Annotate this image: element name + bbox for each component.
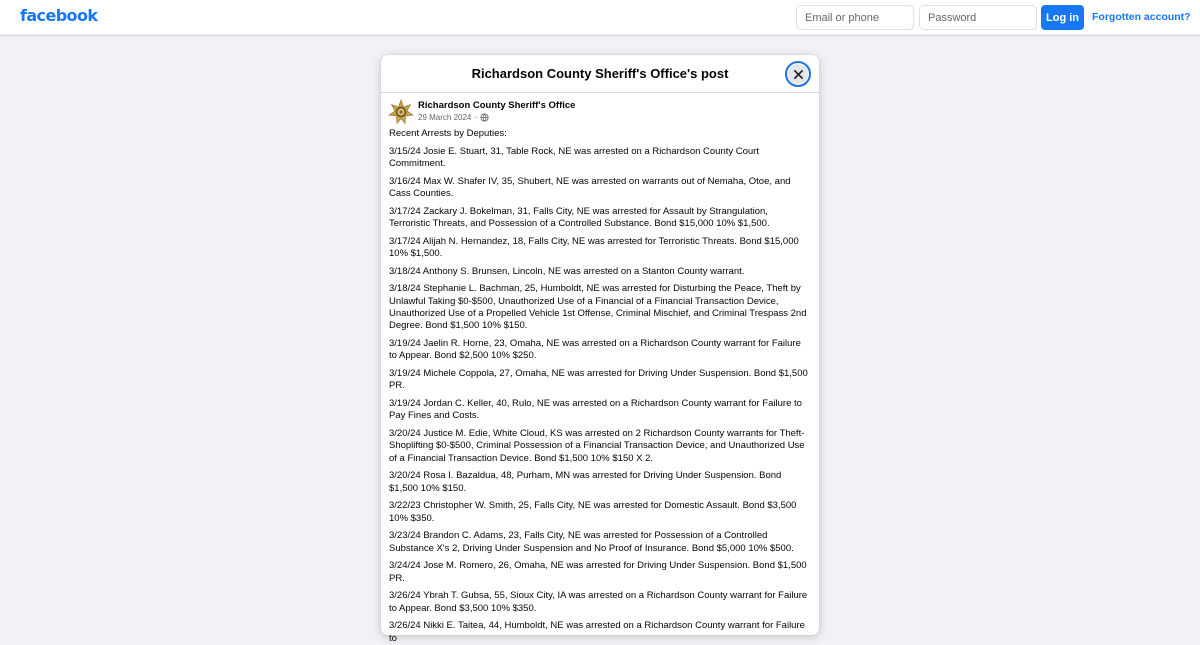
arrest-entry: 3/17/24 Alijah N. Hernandez, 18, Falls City, NE was arrested for Terroristic Threats. Bond $15,000 10% $1,500. bbox=[389, 235, 799, 259]
post-intro: Recent Arrests by Deputies: bbox=[389, 128, 507, 139]
arrest-entry: 3/18/24 Anthony S. Brunsen, Lincoln, NE was arrested on a Stanton County warrant. bbox=[389, 265, 745, 277]
arrest-entry: 3/20/24 Rosa I. Bazaldua, 48, Purham, MN was arrested for Driving Under Suspension. Bond $1,500 10% $150. bbox=[389, 470, 782, 494]
close-button[interactable] bbox=[785, 61, 811, 87]
post-meta bbox=[418, 113, 489, 122]
arrest-entry: 3/26/24 Nikki E. Taitea, 44, Humboldt, NE was arrested on a Richardson County warrant for Failure to bbox=[389, 620, 805, 644]
password-field[interactable] bbox=[919, 5, 1037, 30]
meta-separator: · bbox=[474, 113, 478, 122]
dialog-title: Richardson County Sheriff's Office's post bbox=[471, 66, 729, 81]
arrest-entry: 3/18/24 Stephanie L. Bachman, 25, Humboldt, NE was arrested for Disturbing the Peace, Theft by Unlawful Taking $0-$500, Unauthorized Use of a Financial of a Financial Transaction Device, Unauthorized Use of a Propelled Vehicle 1st Offense, Criminal Mischief, and Criminal Trespass 2nd Degree. Bond $1,500 10% $150. bbox=[389, 283, 807, 332]
arrest-entry: 3/19/24 Michele Coppola, 27, Omaha, NE was arrested for Driving Under Suspension. Bond $1,500 PR. bbox=[389, 368, 808, 392]
post-dialog bbox=[381, 55, 819, 644]
globe-icon bbox=[480, 113, 489, 122]
post-date[interactable]: 29 March 2024 bbox=[418, 113, 472, 122]
arrest-entry: 3/16/24 Max W. Shafer IV, 35, Shubert, NE was arrested on warrants out of Nemaha, Otoe, and Cass Counties. bbox=[389, 175, 791, 199]
email-field[interactable] bbox=[796, 5, 914, 30]
facebook-logo[interactable]: facebook bbox=[20, 6, 98, 25]
sheriff-badge-avatar[interactable] bbox=[388, 99, 414, 125]
post-body bbox=[381, 127, 819, 645]
post-author[interactable]: Richardson County Sheriff's Office bbox=[418, 100, 576, 111]
login-button[interactable]: Log in bbox=[1041, 5, 1084, 30]
forgotten-account-link[interactable]: Forgotten account? bbox=[1092, 11, 1191, 23]
arrest-entry: 3/26/24 Ybrah T. Gubsa, 55, Sioux City, IA was arrested on a Richardson County warrant for Failure to Appear. Bond $3,500 10% $350. bbox=[389, 590, 808, 614]
dialog-header bbox=[381, 55, 819, 93]
arrest-entry: 3/23/24 Brandon C. Adams, 23, Falls City, NE was arrested for Possession of a Controlled Substance X's 2, Driving Under Suspension and No Proof of Insurance. Bond $5,000 10% $500. bbox=[389, 530, 794, 554]
arrest-entry: 3/19/24 Jaelin R. Horne, 23, Omaha, NE was arrested on a Richardson County warrant for Failure to Appear. Bond $2,500 10% $250. bbox=[389, 338, 801, 362]
top-navbar bbox=[0, 0, 1200, 35]
post-header bbox=[381, 93, 819, 127]
arrest-entry: 3/20/24 Justice M. Edie, White Cloud, KS was arrested on 2 Richardson County warrants for Theft-Shoplifting $0-$500, Criminal Possession of a Financial Transaction Device, and Unauthorized Use of a Financial Transaction Device. Bond $1,500 10% $150 X 2. bbox=[389, 428, 805, 464]
arrest-entry: 3/17/24 Zackary J. Bokelman, 31, Falls City, NE was arrested for Assault by Strangulation, Terroristic Threats, and Possession of a Controlled Substance. Bond $15,000 10% $1,500. bbox=[389, 205, 770, 229]
arrest-entry: 3/15/24 Josie E. Stuart, 31, Table Rock, NE was arrested on a Richardson County Court Commitment. bbox=[389, 145, 759, 169]
arrest-entry: 3/19/24 Jordan C. Keller, 40, Rulo, NE was arrested on a Richardson County warrant for Failure to Pay Fines and Costs. bbox=[389, 398, 802, 422]
arrest-entry: 3/24/24 Jose M. Romero, 26, Omaha, NE was arrested for Driving Under Suspension. Bond $1,500 PR. bbox=[389, 560, 807, 584]
arrest-entry: 3/22/23 Christopher W. Smith, 25, Falls City, NE was arrested for Domestic Assault. Bond $3,500 10% $350. bbox=[389, 500, 797, 524]
close-icon bbox=[793, 69, 804, 80]
